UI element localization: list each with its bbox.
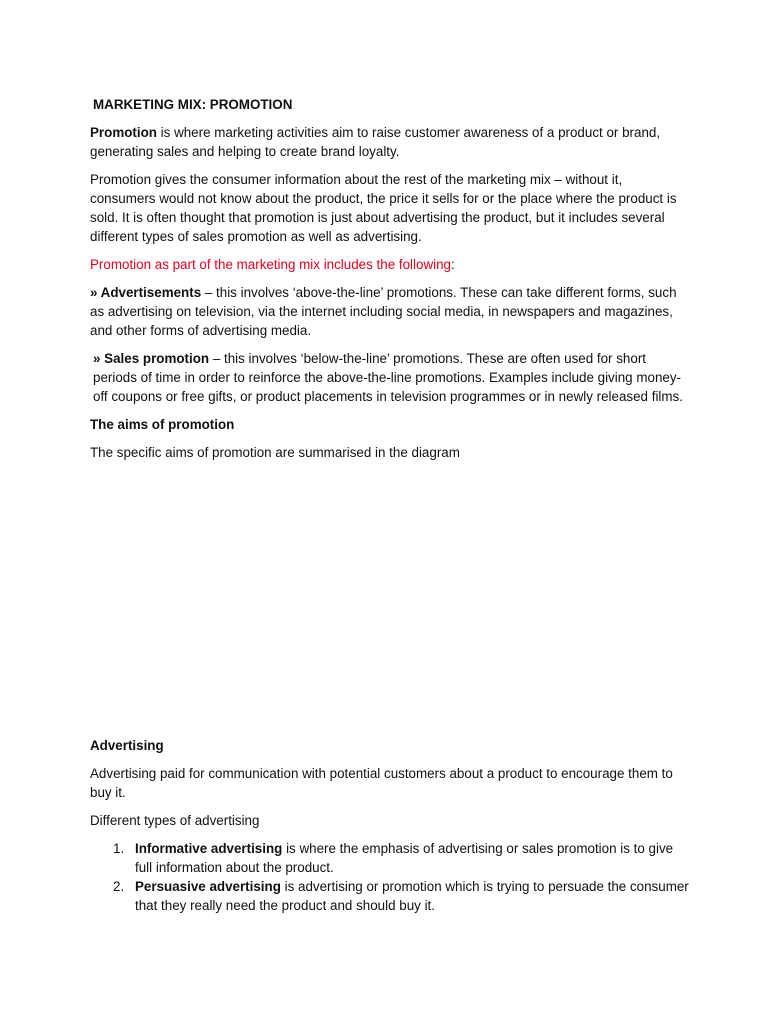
intro-text: is where marketing activities aim to raise customer awareness of a product or brand, generating sales and helping to create brand loyalty. — [90, 125, 661, 159]
advertising-heading: Advertising — [90, 738, 164, 753]
bullet-marker: » — [90, 285, 101, 300]
bullet-advertisements — [90, 283, 690, 340]
list-term: Informative advertising — [135, 841, 283, 856]
list-item — [113, 839, 690, 877]
bullet-term: Advertisements — [100, 285, 202, 300]
list-item — [113, 877, 690, 915]
includes-colon: : — [450, 257, 455, 272]
aims-text: The specific aims of promotion are summarised in the diagram — [90, 445, 460, 460]
advertising-types-list — [90, 839, 690, 915]
document-page — [90, 95, 690, 915]
document-title: MARKETING MIX: PROMOTION — [93, 97, 293, 112]
bullet-marker: » — [93, 351, 105, 366]
advertising-definition: Advertising paid for communication with potential customers about a product to encourage them to buy it. — [90, 766, 673, 800]
list-term: Persuasive advertising — [135, 879, 281, 894]
list-text: is where the emphasis of advertising or sales promotion is to give full information about the product. — [135, 841, 674, 875]
bullet-text: – this involves ‘below-the-line’ promotions. These are often used for short periods of time in order to reinforce the above-the-line promotions. Examples include giving money-off coupons or free gifts, or product placements in television programmes or in newly released films. — [93, 351, 683, 404]
advertising-types-intro: Different types of advertising — [90, 813, 260, 828]
marketing-mix-paragraph: Promotion gives the consumer information about the rest of the marketing mix – without it, consumers would not know about the product, the price it sells for or the place where the product is sold. It is often thought that promotion is just about advertising the product, but it includes several different types of sales promotion as well as advertising. — [90, 172, 677, 244]
includes-line — [90, 255, 690, 274]
bullet-text: – this involves ‘above-the-line’ promotions. These can take different forms, such as advertising on television, via the internet including social media, in newspapers and magazines, and other forms of advertising media. — [90, 285, 677, 338]
diagram-placeholder — [90, 471, 690, 736]
bullet-term: Sales promotion — [104, 351, 210, 366]
bullet-sales-promotion — [90, 349, 690, 406]
aims-heading: The aims of promotion — [90, 417, 235, 432]
includes-text: Promotion as part of the marketing mix includes the following — [90, 257, 451, 272]
intro-term: Promotion — [90, 125, 157, 140]
list-text: is advertising or promotion which is trying to persuade the consumer that they really need the product and should buy it. — [135, 879, 689, 913]
list-number: 2. — [113, 879, 125, 894]
list-number: 1. — [113, 841, 125, 856]
intro-paragraph — [90, 123, 690, 161]
